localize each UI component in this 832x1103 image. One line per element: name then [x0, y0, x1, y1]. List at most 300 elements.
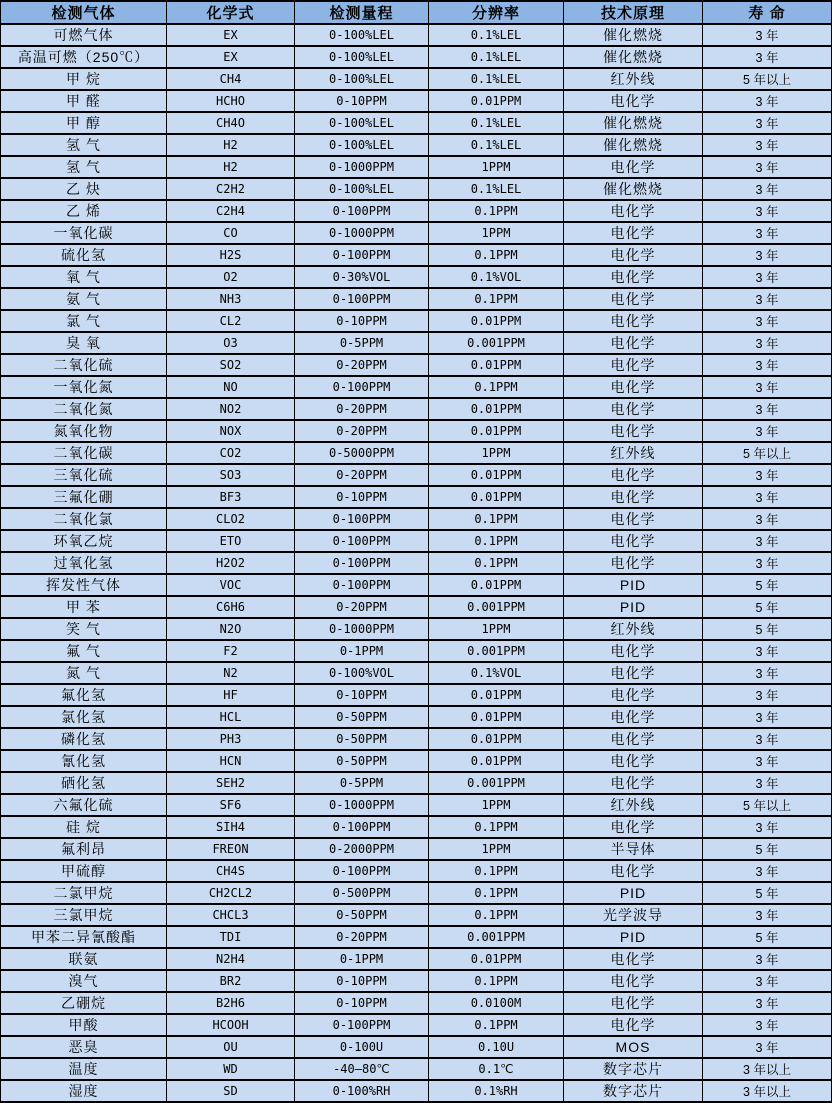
principle-cell: 电化学: [564, 640, 703, 662]
table-row: [1, 618, 832, 640]
gas-name-cell: 氧 气: [1, 266, 167, 288]
formula-cell: SF6: [167, 794, 295, 816]
principle-cell: 电化学: [564, 706, 703, 728]
principle-cell: 红外线: [564, 618, 703, 640]
range-cell: 0-1000PPM: [295, 222, 429, 244]
gas-name-cell: 二氯甲烷: [1, 882, 167, 904]
table-row: [1, 684, 832, 706]
table-row: [1, 310, 832, 332]
column-header-lifespan: 寿 命: [703, 1, 832, 24]
principle-cell: 催化燃烧: [564, 178, 703, 200]
resolution-cell: 0.1%LEL: [429, 112, 564, 134]
resolution-cell: 0.1%VOL: [429, 662, 564, 684]
table-row: [1, 222, 832, 244]
principle-cell: 电化学: [564, 970, 703, 992]
lifespan-cell: 3 年: [703, 508, 832, 530]
table-row: [1, 420, 832, 442]
table-row: [1, 24, 832, 46]
formula-cell: VOC: [167, 574, 295, 596]
range-cell: 0-5PPM: [295, 772, 429, 794]
header-row: [1, 1, 832, 24]
lifespan-cell: 3 年以上: [703, 1058, 832, 1080]
principle-cell: 电化学: [564, 662, 703, 684]
principle-cell: 电化学: [564, 992, 703, 1014]
gas-name-cell: 过氧化氢: [1, 552, 167, 574]
gas-name-cell: 三氯甲烷: [1, 904, 167, 926]
resolution-cell: 1PPM: [429, 156, 564, 178]
lifespan-cell: 3 年: [703, 904, 832, 926]
formula-cell: BR2: [167, 970, 295, 992]
table-row: [1, 706, 832, 728]
table-row: [1, 816, 832, 838]
range-cell: 0-100%RH: [295, 1080, 429, 1102]
principle-cell: 电化学: [564, 398, 703, 420]
formula-cell: SO2: [167, 354, 295, 376]
resolution-cell: 0.001PPM: [429, 926, 564, 948]
resolution-cell: 0.01PPM: [429, 420, 564, 442]
principle-cell: PID: [564, 926, 703, 948]
lifespan-cell: 3 年: [703, 376, 832, 398]
lifespan-cell: 3 年: [703, 970, 832, 992]
column-header-formula: 化学式: [167, 1, 295, 24]
range-cell: 0-100U: [295, 1036, 429, 1058]
table-row: [1, 266, 832, 288]
gas-name-cell: 乙硼烷: [1, 992, 167, 1014]
range-cell: 0-100%VOL: [295, 662, 429, 684]
formula-cell: N2O: [167, 618, 295, 640]
table-row: [1, 354, 832, 376]
table-row: [1, 992, 832, 1014]
principle-cell: 催化燃烧: [564, 24, 703, 46]
formula-cell: NH3: [167, 288, 295, 310]
lifespan-cell: 3 年: [703, 244, 832, 266]
lifespan-cell: 3 年: [703, 816, 832, 838]
principle-cell: 催化燃烧: [564, 112, 703, 134]
principle-cell: 红外线: [564, 68, 703, 90]
gas-name-cell: 温度: [1, 1058, 167, 1080]
lifespan-cell: 3 年: [703, 992, 832, 1014]
formula-cell: O2: [167, 266, 295, 288]
formula-cell: FREON: [167, 838, 295, 860]
lifespan-cell: 3 年: [703, 288, 832, 310]
table-row: [1, 640, 832, 662]
principle-cell: PID: [564, 574, 703, 596]
resolution-cell: 0.001PPM: [429, 640, 564, 662]
gas-name-cell: 甲酸: [1, 1014, 167, 1036]
gas-name-cell: 氮 气: [1, 662, 167, 684]
table-row: [1, 442, 832, 464]
formula-cell: CO: [167, 222, 295, 244]
lifespan-cell: 3 年: [703, 640, 832, 662]
principle-cell: 电化学: [564, 420, 703, 442]
resolution-cell: 0.1PPM: [429, 1014, 564, 1036]
resolution-cell: 0.1%LEL: [429, 68, 564, 90]
range-cell: 0-100%LEL: [295, 24, 429, 46]
formula-cell: H2: [167, 156, 295, 178]
formula-cell: CL2: [167, 310, 295, 332]
principle-cell: 红外线: [564, 794, 703, 816]
range-cell: 0-1000PPM: [295, 618, 429, 640]
formula-cell: CH2CL2: [167, 882, 295, 904]
principle-cell: 电化学: [564, 816, 703, 838]
range-cell: 0-20PPM: [295, 354, 429, 376]
lifespan-cell: 3 年: [703, 266, 832, 288]
formula-cell: H2O2: [167, 552, 295, 574]
formula-cell: CLO2: [167, 508, 295, 530]
formula-cell: C2H4: [167, 200, 295, 222]
table-row: [1, 464, 832, 486]
gas-name-cell: 三氟化硼: [1, 486, 167, 508]
range-cell: 0-20PPM: [295, 398, 429, 420]
gas-name-cell: 氟 气: [1, 640, 167, 662]
table-row: [1, 926, 832, 948]
lifespan-cell: 5 年以上: [703, 794, 832, 816]
resolution-cell: 0.001PPM: [429, 596, 564, 618]
gas-name-cell: 甲 烷: [1, 68, 167, 90]
formula-cell: PH3: [167, 728, 295, 750]
principle-cell: 电化学: [564, 508, 703, 530]
resolution-cell: 0.1PPM: [429, 244, 564, 266]
range-cell: 0-1PPM: [295, 948, 429, 970]
resolution-cell: 0.01PPM: [429, 464, 564, 486]
lifespan-cell: 3 年: [703, 706, 832, 728]
table-row: [1, 1058, 832, 1080]
resolution-cell: 1PPM: [429, 794, 564, 816]
lifespan-cell: 5 年以上: [703, 442, 832, 464]
principle-cell: 电化学: [564, 266, 703, 288]
table-row: [1, 508, 832, 530]
principle-cell: 半导体: [564, 838, 703, 860]
gas-name-cell: 挥发性气体: [1, 574, 167, 596]
principle-cell: 电化学: [564, 200, 703, 222]
lifespan-cell: 5 年: [703, 574, 832, 596]
lifespan-cell: 3 年: [703, 310, 832, 332]
table-row: [1, 156, 832, 178]
principle-cell: 电化学: [564, 728, 703, 750]
principle-cell: 电化学: [564, 860, 703, 882]
table-row: [1, 552, 832, 574]
lifespan-cell: 3 年以上: [703, 1080, 832, 1102]
gas-name-cell: 六氟化硫: [1, 794, 167, 816]
table-row: [1, 1080, 832, 1102]
formula-cell: EX: [167, 24, 295, 46]
lifespan-cell: 3 年: [703, 1036, 832, 1058]
formula-cell: N2: [167, 662, 295, 684]
range-cell: 0-10PPM: [295, 90, 429, 112]
formula-cell: BF3: [167, 486, 295, 508]
resolution-cell: 0.01PPM: [429, 948, 564, 970]
range-cell: 0-100%LEL: [295, 134, 429, 156]
table-row: [1, 794, 832, 816]
principle-cell: 红外线: [564, 442, 703, 464]
lifespan-cell: 3 年: [703, 750, 832, 772]
gas-name-cell: 氢 气: [1, 134, 167, 156]
gas-name-cell: 磷化氢: [1, 728, 167, 750]
range-cell: 0-10PPM: [295, 970, 429, 992]
range-cell: 0-5000PPM: [295, 442, 429, 464]
gas-name-cell: 二氧化硫: [1, 354, 167, 376]
gas-name-cell: 乙 烯: [1, 200, 167, 222]
principle-cell: 电化学: [564, 552, 703, 574]
formula-cell: SIH4: [167, 816, 295, 838]
range-cell: 0-100PPM: [295, 1014, 429, 1036]
gas-name-cell: 恶臭: [1, 1036, 167, 1058]
table-row: [1, 178, 832, 200]
lifespan-cell: 3 年: [703, 552, 832, 574]
range-cell: 0-1PPM: [295, 640, 429, 662]
lifespan-cell: 3 年: [703, 90, 832, 112]
lifespan-cell: 3 年: [703, 684, 832, 706]
gas-name-cell: 硒化氢: [1, 772, 167, 794]
resolution-cell: 0.1PPM: [429, 552, 564, 574]
range-cell: 0-100PPM: [295, 508, 429, 530]
range-cell: 0-30%VOL: [295, 266, 429, 288]
lifespan-cell: 3 年: [703, 860, 832, 882]
resolution-cell: 0.1%RH: [429, 1080, 564, 1102]
lifespan-cell: 3 年: [703, 156, 832, 178]
table-row: [1, 112, 832, 134]
principle-cell: 电化学: [564, 222, 703, 244]
formula-cell: CH4: [167, 68, 295, 90]
table-header: [1, 1, 832, 24]
range-cell: 0-20PPM: [295, 420, 429, 442]
lifespan-cell: 3 年: [703, 46, 832, 68]
lifespan-cell: 3 年: [703, 200, 832, 222]
lifespan-cell: 5 年: [703, 596, 832, 618]
table-row: [1, 970, 832, 992]
resolution-cell: 0.1PPM: [429, 860, 564, 882]
formula-cell: OU: [167, 1036, 295, 1058]
table-row: [1, 68, 832, 90]
principle-cell: PID: [564, 596, 703, 618]
range-cell: 0-1000PPM: [295, 794, 429, 816]
table-row: [1, 882, 832, 904]
principle-cell: 电化学: [564, 530, 703, 552]
resolution-cell: 0.1PPM: [429, 508, 564, 530]
principle-cell: 催化燃烧: [564, 134, 703, 156]
resolution-cell: 0.10U: [429, 1036, 564, 1058]
gas-name-cell: 臭 氧: [1, 332, 167, 354]
resolution-cell: 0.0100M: [429, 992, 564, 1014]
resolution-cell: 0.1%LEL: [429, 134, 564, 156]
gas-name-cell: 乙 炔: [1, 178, 167, 200]
gas-name-cell: 可燃气体: [1, 24, 167, 46]
range-cell: 0-100PPM: [295, 860, 429, 882]
table-row: [1, 332, 832, 354]
table-row: [1, 574, 832, 596]
principle-cell: MOS: [564, 1036, 703, 1058]
formula-cell: CH4O: [167, 112, 295, 134]
table-row: [1, 200, 832, 222]
gas-name-cell: 联氨: [1, 948, 167, 970]
range-cell: 0-10PPM: [295, 310, 429, 332]
principle-cell: 电化学: [564, 464, 703, 486]
range-cell: 0-100PPM: [295, 288, 429, 310]
table-row: [1, 530, 832, 552]
formula-cell: CH4S: [167, 860, 295, 882]
principle-cell: 电化学: [564, 486, 703, 508]
formula-cell: ETO: [167, 530, 295, 552]
formula-cell: H2S: [167, 244, 295, 266]
resolution-cell: 0.001PPM: [429, 772, 564, 794]
table-row: [1, 904, 832, 926]
lifespan-cell: 3 年: [703, 662, 832, 684]
principle-cell: 电化学: [564, 244, 703, 266]
gas-name-cell: 笑 气: [1, 618, 167, 640]
column-header-principle: 技术原理: [564, 1, 703, 24]
table-row: [1, 90, 832, 112]
formula-cell: CHCL3: [167, 904, 295, 926]
principle-cell: 光学波导: [564, 904, 703, 926]
lifespan-cell: 5 年以上: [703, 68, 832, 90]
formula-cell: O3: [167, 332, 295, 354]
formula-cell: HCN: [167, 750, 295, 772]
column-header-gas: 检测气体: [1, 1, 167, 24]
formula-cell: C2H2: [167, 178, 295, 200]
resolution-cell: 0.001PPM: [429, 332, 564, 354]
gas-name-cell: 氯化氢: [1, 706, 167, 728]
range-cell: 0-20PPM: [295, 596, 429, 618]
table-row: [1, 948, 832, 970]
lifespan-cell: 5 年: [703, 618, 832, 640]
resolution-cell: 0.1%LEL: [429, 46, 564, 68]
table-row: [1, 596, 832, 618]
range-cell: 0-10PPM: [295, 486, 429, 508]
formula-cell: SO3: [167, 464, 295, 486]
principle-cell: 电化学: [564, 332, 703, 354]
formula-cell: F2: [167, 640, 295, 662]
gas-name-cell: 二氧化氯: [1, 508, 167, 530]
range-cell: 0-100%LEL: [295, 46, 429, 68]
principle-cell: 电化学: [564, 310, 703, 332]
formula-cell: CO2: [167, 442, 295, 464]
range-cell: 0-2000PPM: [295, 838, 429, 860]
lifespan-cell: 3 年: [703, 948, 832, 970]
range-cell: 0-100%LEL: [295, 178, 429, 200]
resolution-cell: 1PPM: [429, 618, 564, 640]
gas-name-cell: 氟利昂: [1, 838, 167, 860]
range-cell: 0-50PPM: [295, 728, 429, 750]
formula-cell: EX: [167, 46, 295, 68]
resolution-cell: 0.01PPM: [429, 728, 564, 750]
resolution-cell: 0.1PPM: [429, 970, 564, 992]
range-cell: 0-5PPM: [295, 332, 429, 354]
lifespan-cell: 3 年: [703, 222, 832, 244]
formula-cell: B2H6: [167, 992, 295, 1014]
gas-name-cell: 湿度: [1, 1080, 167, 1102]
formula-cell: SEH2: [167, 772, 295, 794]
principle-cell: 电化学: [564, 376, 703, 398]
resolution-cell: 0.01PPM: [429, 90, 564, 112]
resolution-cell: 0.1PPM: [429, 904, 564, 926]
lifespan-cell: 3 年: [703, 420, 832, 442]
lifespan-cell: 3 年: [703, 112, 832, 134]
lifespan-cell: 3 年: [703, 1014, 832, 1036]
table-row: [1, 376, 832, 398]
formula-cell: TDI: [167, 926, 295, 948]
gas-name-cell: 甲苯二异氰酸酯: [1, 926, 167, 948]
table-row: [1, 772, 832, 794]
table-row: [1, 134, 832, 156]
range-cell: 0-100PPM: [295, 244, 429, 266]
formula-cell: WD: [167, 1058, 295, 1080]
lifespan-cell: 5 年: [703, 882, 832, 904]
table-row: [1, 1014, 832, 1036]
range-cell: 0-10PPM: [295, 684, 429, 706]
resolution-cell: 0.01PPM: [429, 574, 564, 596]
principle-cell: 电化学: [564, 948, 703, 970]
gas-name-cell: 氢 气: [1, 156, 167, 178]
gas-name-cell: 甲 醇: [1, 112, 167, 134]
lifespan-cell: 5 年: [703, 926, 832, 948]
principle-cell: 电化学: [564, 288, 703, 310]
gas-name-cell: 甲硫醇: [1, 860, 167, 882]
gas-name-cell: 环氧乙烷: [1, 530, 167, 552]
principle-cell: 电化学: [564, 156, 703, 178]
resolution-cell: 0.01PPM: [429, 354, 564, 376]
range-cell: 0-50PPM: [295, 904, 429, 926]
principle-cell: 催化燃烧: [564, 46, 703, 68]
gas-name-cell: 氰化氢: [1, 750, 167, 772]
resolution-cell: 0.1PPM: [429, 882, 564, 904]
range-cell: -40—80℃: [295, 1058, 429, 1080]
table-row: [1, 398, 832, 420]
lifespan-cell: 3 年: [703, 24, 832, 46]
gas-name-cell: 高温可燃（250℃）: [1, 46, 167, 68]
lifespan-cell: 3 年: [703, 398, 832, 420]
column-header-resolution: 分辨率: [429, 1, 564, 24]
gas-name-cell: 氨 气: [1, 288, 167, 310]
column-header-range: 检测量程: [295, 1, 429, 24]
resolution-cell: 0.1PPM: [429, 200, 564, 222]
resolution-cell: 1PPM: [429, 838, 564, 860]
table-row: [1, 860, 832, 882]
table-row: [1, 728, 832, 750]
formula-cell: C6H6: [167, 596, 295, 618]
resolution-cell: 0.01PPM: [429, 706, 564, 728]
formula-cell: H2: [167, 134, 295, 156]
range-cell: 0-100%LEL: [295, 68, 429, 90]
lifespan-cell: 5 年: [703, 838, 832, 860]
range-cell: 0-100PPM: [295, 574, 429, 596]
resolution-cell: 0.01PPM: [429, 750, 564, 772]
table-row: [1, 750, 832, 772]
lifespan-cell: 3 年: [703, 134, 832, 156]
range-cell: 0-50PPM: [295, 706, 429, 728]
resolution-cell: 0.1℃: [429, 1058, 564, 1080]
gas-name-cell: 甲 苯: [1, 596, 167, 618]
gas-name-cell: 一氧化碳: [1, 222, 167, 244]
gas-name-cell: 一氧化氮: [1, 376, 167, 398]
formula-cell: HCOOH: [167, 1014, 295, 1036]
table-row: [1, 244, 832, 266]
principle-cell: 电化学: [564, 1014, 703, 1036]
resolution-cell: 0.01PPM: [429, 684, 564, 706]
table-row: [1, 288, 832, 310]
resolution-cell: 1PPM: [429, 222, 564, 244]
table-row: [1, 662, 832, 684]
resolution-cell: 0.1PPM: [429, 288, 564, 310]
principle-cell: 数字芯片: [564, 1058, 703, 1080]
gas-name-cell: 氮氧化物: [1, 420, 167, 442]
range-cell: 0-100%LEL: [295, 112, 429, 134]
resolution-cell: 0.1PPM: [429, 530, 564, 552]
range-cell: 0-100PPM: [295, 376, 429, 398]
formula-cell: NO2: [167, 398, 295, 420]
resolution-cell: 0.01PPM: [429, 398, 564, 420]
gas-name-cell: 二氧化碳: [1, 442, 167, 464]
range-cell: 0-20PPM: [295, 926, 429, 948]
